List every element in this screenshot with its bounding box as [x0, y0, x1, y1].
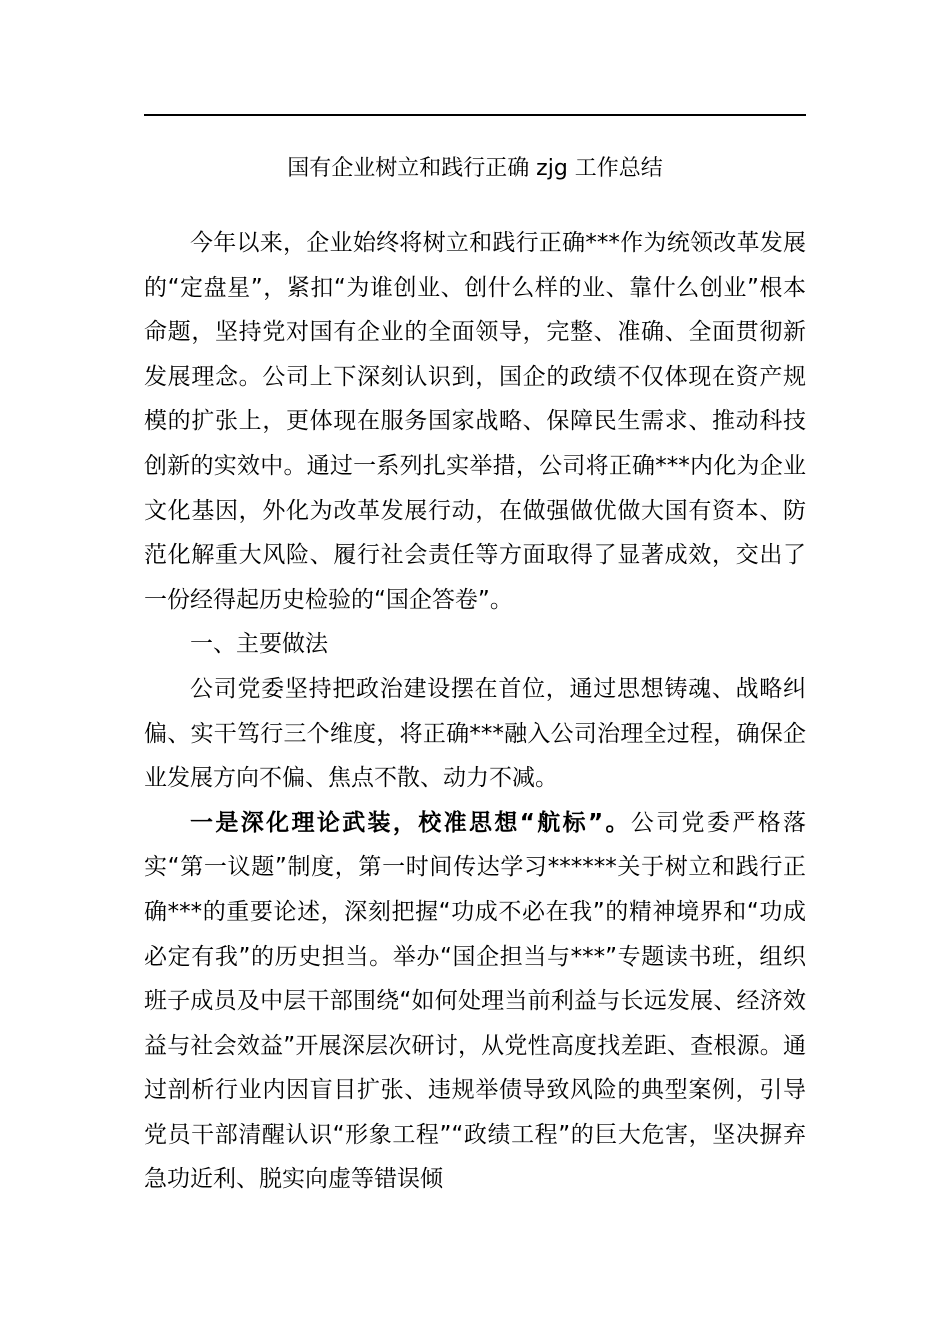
point-1-text: 公司党委严格落实“第一议题”制度，第一时间传达学习******关于树立和践行正确***的重要论述，深刻把握“功成不必在我”的精神境界和“功成必定有我”的历史担当。举办“国企担当与***”专题读书班，组织班子成员及中层干部围绕“如何处理当前利益与长远发展、经济效益与社会效益”开展深层次研讨，从党性高度找差距、查根源。通过剖析行业内因盲目扩张、违规举债导致风险的典型案例，引导党员干部清醒认识“形象工程”“政绩工程”的巨大危害，坚决摒弃急功近利、脱实向虚等错误倾: [144, 809, 807, 1193]
section-heading-main-practices: 一、主要做法: [190, 631, 328, 658]
document-title: 国有企业树立和践行正确 zjg 工作总结: [287, 156, 663, 181]
paragraph-section-intro: 公司党委坚持把政治建设摆在首位，通过思想铸魂、战略纠偏、实干笃行三个维度，将正确***融入公司治理全过程，确保企业发展方向不偏、焦点不散、动力不减。: [144, 675, 806, 792]
document-body: [144, 221, 806, 1202]
paragraph-point-1: [144, 801, 806, 1202]
header-rule: [144, 114, 806, 116]
point-1-lead: 一是深化理论武装，校准思想“航标”。: [190, 809, 631, 836]
paragraph-intro: 今年以来，企业始终将树立和践行正确***作为统领改革发展的“定盘星”，紧扣“为谁创业、创什么样的业、靠什么创业”根本命题，坚持党对国有企业的全面领导，完整、准确、全面贯彻新发展理念。公司上下深刻认识到，国企的政绩不仅体现在资产规模的扩张上，更体现在服务国家战略、保障民生需求、推动科技创新的实效中。通过一系列扎实举措，公司将正确***内化为企业文化基因，外化为改革发展行动，在做强做优做大国有资本、防范化解重大风险、履行社会责任等方面取得了显著成效，交出了一份经得起历史检验的“国企答卷”。: [144, 230, 806, 613]
